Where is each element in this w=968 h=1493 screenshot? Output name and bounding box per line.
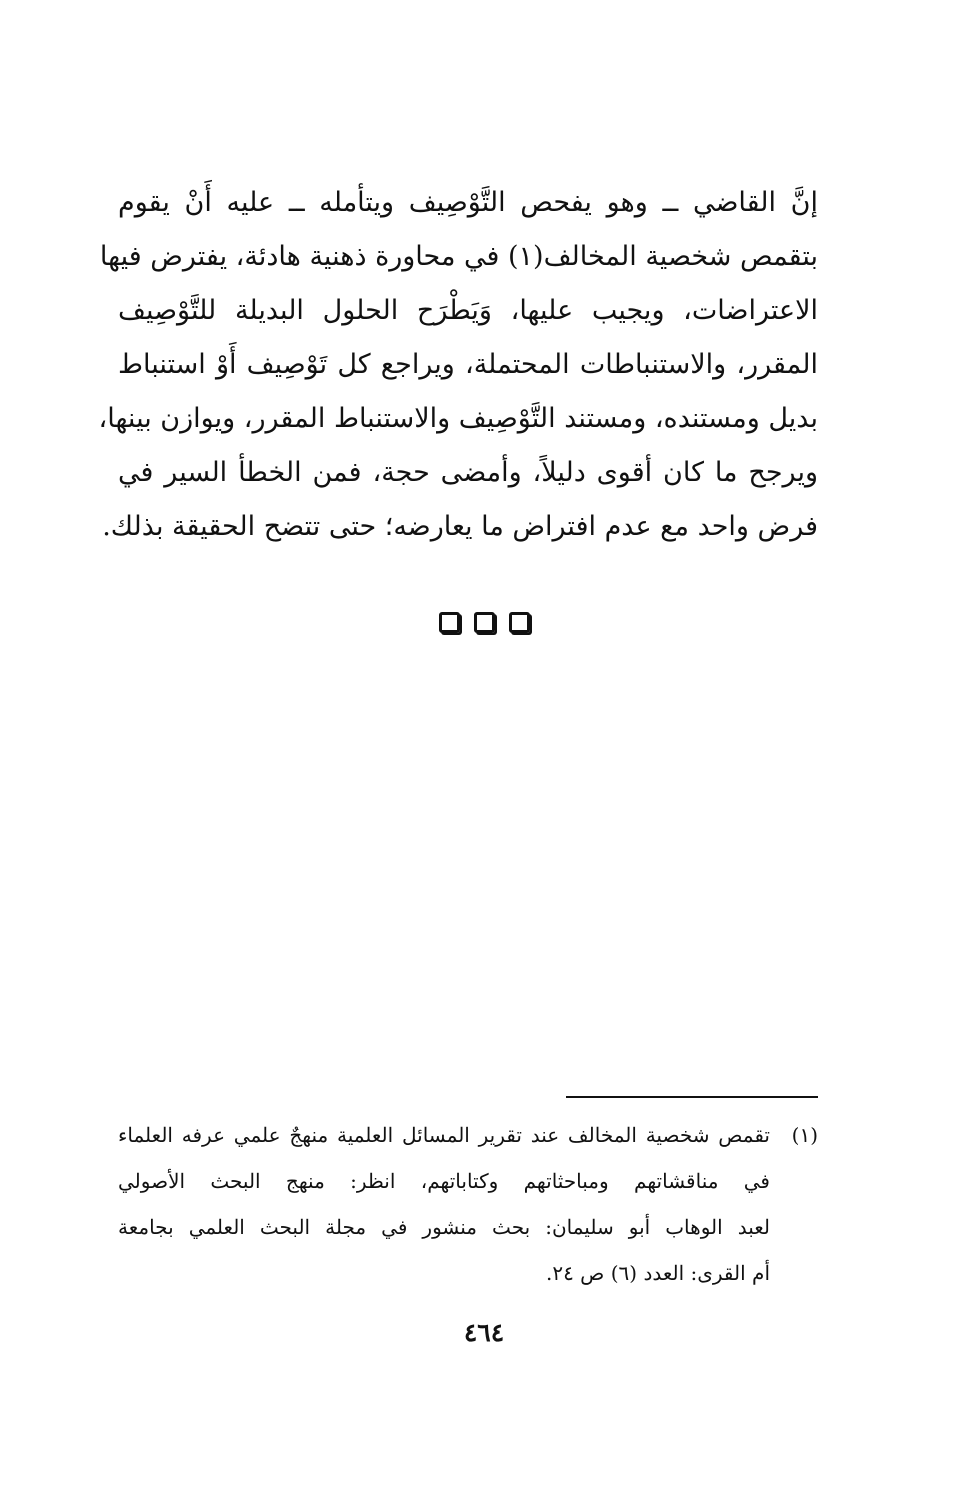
paragraph-line: المقرر، والاستنباطات المحتملة، ويراجع كل تَوْصِيف أَوْ استنباط: [118, 349, 818, 380]
ornament-square-icon: [474, 612, 495, 633]
page-number: ٤٦٤: [463, 1318, 505, 1347]
paragraph-line: بديل ومستنده، ومستند التَّوْصِيف والاستنباط المقرر، ويوازن بينها،: [98, 403, 818, 434]
footnote-line: لعبد الوهاب أبو سليمان: بحث منشور في مجلة البحث العلمي بجامعة: [118, 1215, 770, 1239]
footnote-text: تقمص شخصية المخالف عند تقرير المسائل العلمية منهجٌ علمي عرفه العلماء: [118, 1123, 771, 1147]
footnote-separator: [566, 1096, 818, 1098]
footnote-line: [118, 1112, 818, 1158]
footnote-number: (١): [791, 1123, 819, 1147]
main-paragraph: [98, 176, 818, 554]
paragraph-line: بتقمص شخصية المخالف(١) في محاورة ذهنية هادئة، يفترض فيها: [99, 241, 818, 272]
paragraph-line: إنَّ القاضي ــ وهو يفحص التَّوْصِيف ويتأمله ــ عليه أَنْ يقوم: [118, 187, 818, 218]
paragraph-line: الاعتراضات، ويجيب عليها، وَيَطْرَح الحلول البديلة للتَّوْصِيف: [118, 295, 818, 326]
footnote-line: أم القرى: العدد (٦) ص ٢٤.: [545, 1261, 770, 1285]
paragraph-line: فرض واحد مع عدم افتراض ما يعارضه؛ حتى تتضح الحقيقة بذلك.: [102, 511, 818, 542]
footnote: [118, 1112, 818, 1296]
ornament-square-icon: [439, 612, 460, 633]
ornament-square-icon: [509, 612, 530, 633]
footnote-line: في مناقشاتهم ومباحثاتهم وكتاباتهم، انظر: منهج البحث الأصولي: [118, 1169, 770, 1193]
section-end-ornament: [0, 612, 968, 633]
paragraph-line: ويرجح ما كان أقوى دليلاً، وأمضى حجة، فمن الخطأ السير في: [118, 457, 818, 488]
